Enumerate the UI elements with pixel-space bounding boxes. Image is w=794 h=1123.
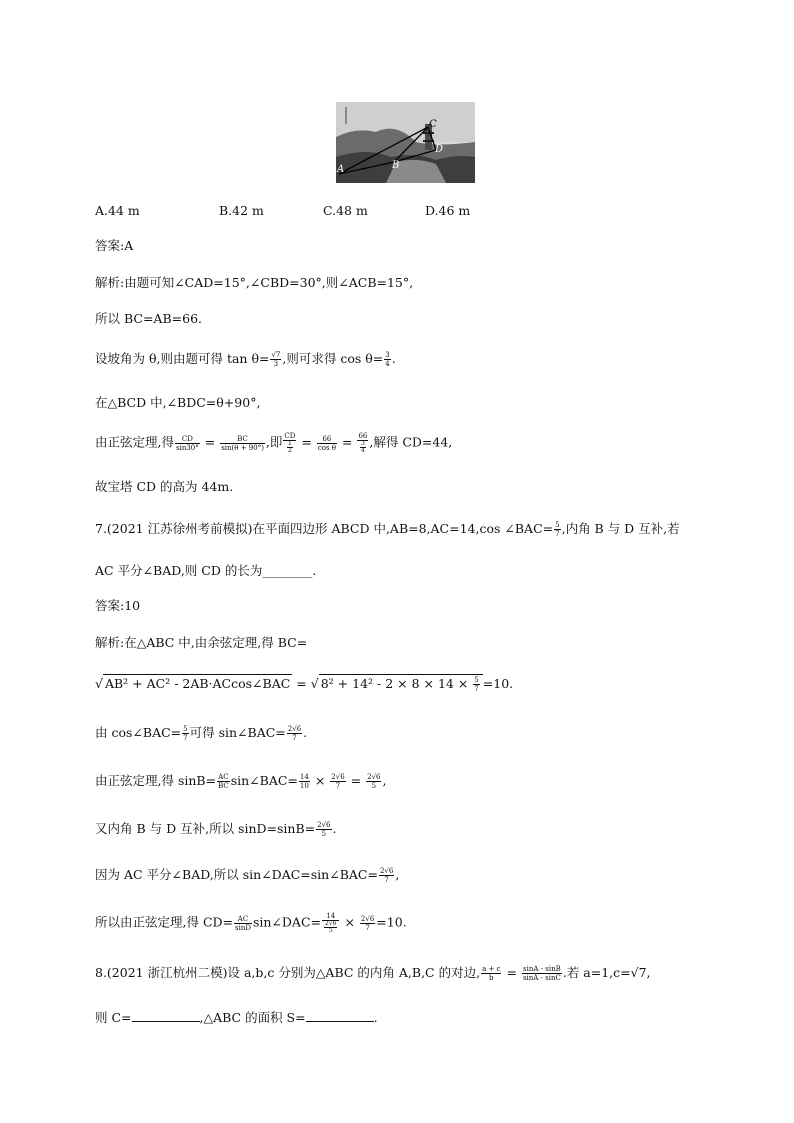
label-b: B (392, 160, 400, 171)
label-d: D (435, 144, 444, 155)
q6-analysis-2: 所以 BC=AB=66. (95, 311, 202, 326)
option-a: A.44 m (95, 203, 140, 218)
q7-analysis-1: 解析:在△ABC 中,由余弦定理,得 BC= (95, 635, 308, 650)
q7-analysis-6: 因为 AC 平分∠BAD,所以 sin∠DAC=sin∠BAC= $\frac{2√6}{7}$ , (95, 867, 400, 884)
q6-analysis-4: 在△BCD 中,∠BDC=θ+90°, (95, 395, 261, 410)
q8-stem-1: 8.(2021 浙江杭州二模)设 a,b,c 分别为△ABC 的内角 A,B,C 的对边, $\frac{a + c}{b}$ = $\frac{\sin A - \sin B}{\sin A - \sin C}$ .若 a=1,c=√7, (95, 965, 651, 982)
label-c: C (429, 119, 437, 130)
q8-stem-2: 则 C= ,△ABC 的面积 S= . (95, 1010, 378, 1025)
q7-analysis-7: 所以由正弦定理,得 CD= $\frac{AC}{\sin D}$ sin∠DAC= $\frac{14}{\frac{2√6}{5}}$ × $\frac{2√6}{7}$ =10. (95, 912, 407, 934)
q7-stem-2: AC 平分∠BAD,则 CD 的长为________. (95, 563, 317, 578)
q6-analysis-1: 解析:由题可知∠CAD=15°,∠CBD=30°,则∠ACB=15°, (95, 275, 414, 290)
cos-fraction: $\frac{3}{4}$ (385, 351, 390, 368)
q7-analysis-5: 又内角 B 与 D 互补,所以 sinD=sinB= $\frac{2√6}{5}$ . (95, 821, 337, 838)
q7-analysis-3: 由 cos∠BAC= $\frac{5}{7}$ 可得 sin∠BAC= $\frac{2√6}{7}$ . (95, 725, 308, 742)
label-a: A (337, 164, 345, 175)
pagoda-figure (336, 102, 475, 183)
q7-answer: 答案:10 (95, 598, 141, 613)
blank-c[interactable] (132, 1021, 200, 1022)
q6-answer: 答案:A (95, 238, 134, 253)
q7-analysis-4: 由正弦定理,得 sinB= $\frac{AC}{BC}$ sin∠BAC= $\frac{14}{10}$ × $\frac{2√6}{7}$ = $\frac{2√6}{5}$ , (95, 773, 387, 790)
option-d: D.46 m (425, 203, 471, 218)
option-b: B.42 m (219, 203, 264, 218)
option-c: C.48 m (323, 203, 368, 218)
q7-stem-1: 7.(2021 江苏徐州考前模拟)在平面四边形 ABCD 中,AB=8,AC=14,cos ∠BAC= $\frac{5}{7}$ ,内角 B 与 D 互补,若 (95, 521, 680, 538)
tan-fraction: $\frac{√7}{3}$ (271, 351, 281, 368)
blank-s[interactable] (306, 1021, 374, 1022)
q7-analysis-2: √ AB² + AC² - 2AB·ACcos∠BAC = √ 8² + 14² - 2 × 8 × 14 × $\frac{5}{7}$ =10. (95, 676, 514, 693)
q6-analysis-3: 设坡角为 θ,则由题可得 tan θ= $\frac{√7}{3}$ ,则可求得 cos θ= $\frac{3}{4}$ . (95, 351, 396, 368)
pagoda-photo (336, 102, 475, 183)
q6-analysis-6: 故宝塔 CD 的高为 44m. (95, 479, 234, 494)
q6-analysis-5: 由正弦定理,得 $\frac{CD}{\sin 30^\circ}$ = $\frac{BC}{\sin(\theta + 90^\circ)}$ ,即 $\frac{CD}{\frac{1}{2}}$ = $\frac{66}{\text{cos θ}}$ = $\frac{66}{\frac{3}{4}}$ ,解得 CD=44, (95, 432, 453, 454)
